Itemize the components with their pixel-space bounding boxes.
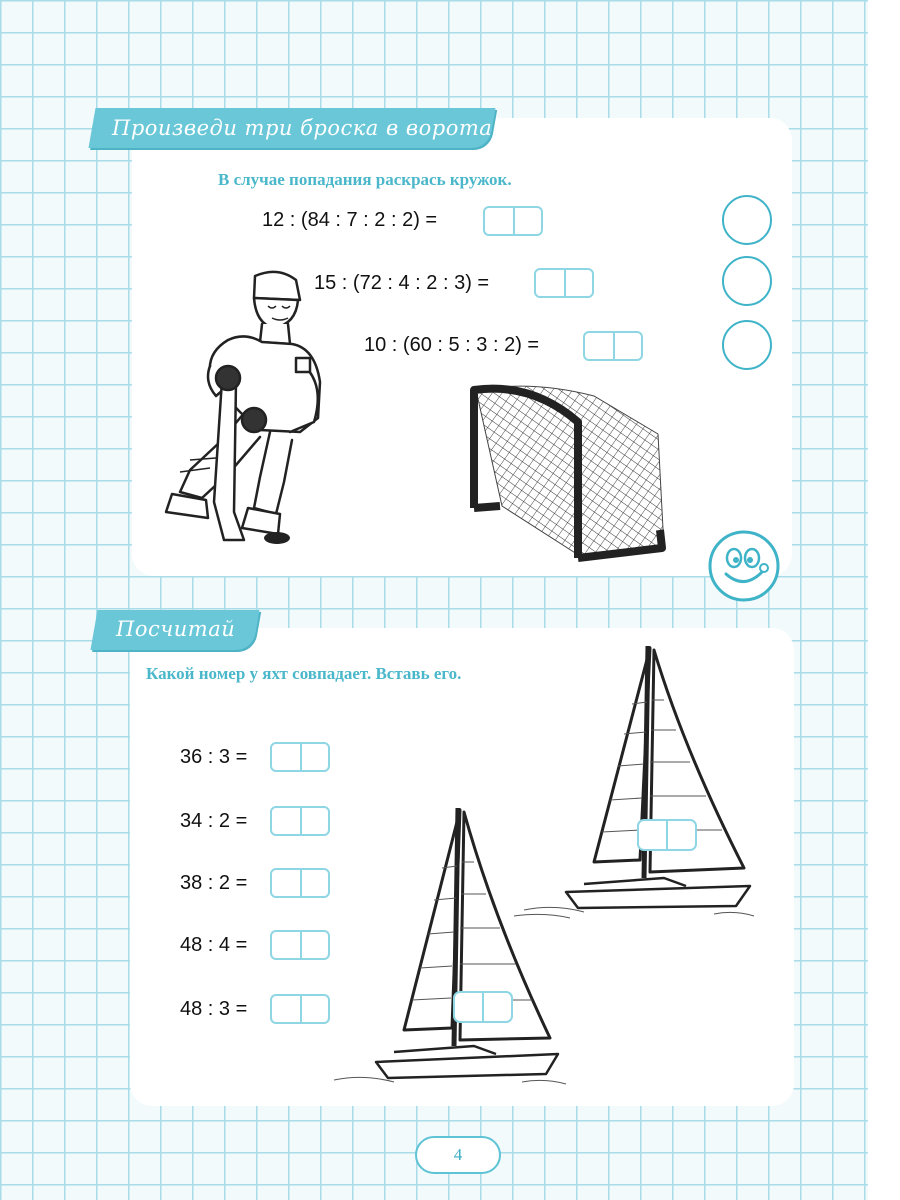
page-number: 4	[415, 1136, 501, 1174]
section2-instruction: Какой номер у яхт совпадает. Вставь его.	[146, 664, 462, 683]
equation-3: 10 : (60 : 5 : 3 : 2) =	[364, 334, 540, 356]
equation-4: 36 : 3 =	[180, 746, 248, 768]
equation-7: 48 : 4 =	[180, 934, 248, 956]
answer-box-7[interactable]	[270, 930, 330, 960]
hockey-goal-illustration	[462, 380, 672, 566]
answer-box-2[interactable]	[534, 268, 594, 298]
smiley-face-icon	[706, 528, 782, 604]
section1-instruction: В случае попадания раскрась кружок.	[218, 170, 512, 189]
answer-box-1[interactable]	[483, 206, 543, 236]
section2-title: Посчитай	[116, 617, 236, 641]
hockey-puck-icon	[262, 530, 292, 546]
answer-box-3[interactable]	[583, 331, 643, 361]
equation-8: 48 : 3 =	[180, 998, 248, 1020]
sailboat-illustration	[330, 800, 580, 1090]
equation-6: 38 : 2 =	[180, 872, 248, 894]
score-circle-1[interactable]	[722, 195, 772, 245]
answer-box-4[interactable]	[270, 742, 330, 772]
section1-title: Произведи три броска в ворота	[112, 116, 493, 140]
score-circle-2[interactable]	[722, 256, 772, 306]
score-circle-3[interactable]	[722, 320, 772, 370]
answer-box-6[interactable]	[270, 868, 330, 898]
page-edge	[868, 0, 900, 1200]
equation-5: 34 : 2 =	[180, 810, 248, 832]
hockey-player-illustration	[150, 262, 340, 552]
answer-box-8[interactable]	[270, 994, 330, 1024]
equation-2: 15 : (72 : 4 : 2 : 3) =	[314, 272, 490, 294]
equation-1: 12 : (84 : 7 : 2 : 2) =	[262, 209, 438, 231]
answer-box-5[interactable]	[270, 806, 330, 836]
